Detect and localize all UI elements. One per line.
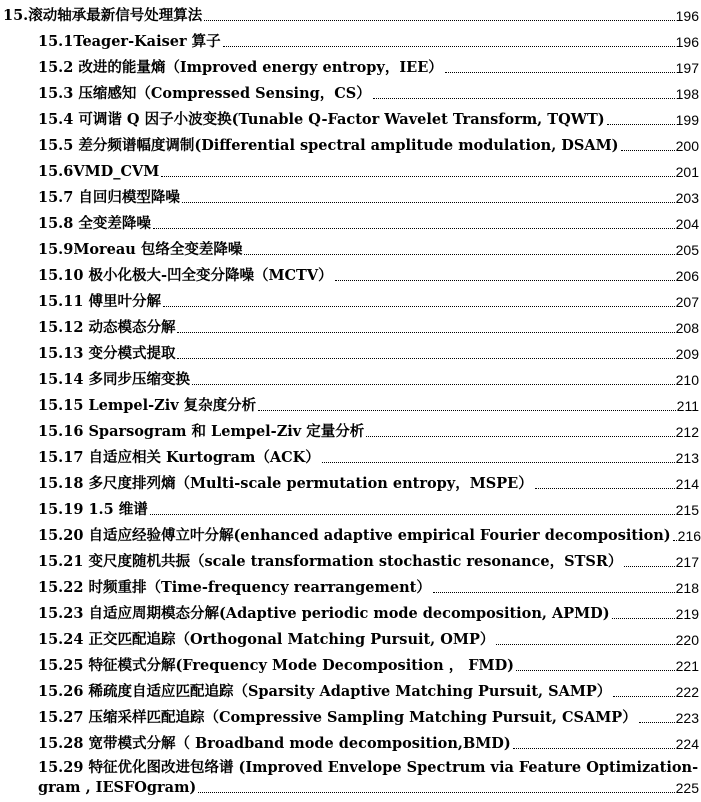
dot-leader	[322, 462, 675, 463]
toc-entry-page-number: 196	[675, 8, 699, 24]
toc-section-entry[interactable]	[0, 702, 699, 728]
toc-entry-title: 15.滚动轴承最新信号处理算法	[3, 7, 203, 24]
toc-entry-page-number: 208	[675, 320, 699, 336]
toc-entry-page-number: 200	[675, 138, 699, 154]
toc-section-entry[interactable]	[0, 156, 699, 182]
toc-section-entry[interactable]	[0, 546, 699, 572]
toc-entry-title: 15.17 自适应相关 Kurtogram（ACK）	[38, 449, 320, 466]
toc-entry-page-number: 215	[675, 502, 699, 518]
toc-entry-title: 15.28 宽带模式分解（ Broadband mode decomposition,BMD)	[38, 735, 511, 752]
toc-section-entry[interactable]	[0, 260, 699, 286]
toc-entry-title: 15.7 自回归模型降噪	[38, 189, 180, 206]
toc-entry-title: 15.2 改进的能量熵（Improved energy entropy，IEE）	[38, 59, 443, 76]
toc-entry-title: 15.10 极小化极大-凹全变分降噪（MCTV）	[38, 267, 333, 284]
toc-entry-page-number: 225	[675, 780, 699, 796]
toc-entry-page-number: 224	[675, 736, 699, 752]
toc-section-entry[interactable]	[0, 494, 699, 520]
toc-entry-title: 15.15 Lempel-Ziv 复杂度分析	[38, 397, 257, 414]
toc-section-entry[interactable]	[0, 364, 699, 390]
toc-entry-page-number: 211	[676, 398, 699, 414]
toc-entry-page-number: 214	[675, 476, 699, 492]
toc-section-entry[interactable]	[0, 52, 699, 78]
dot-leader	[204, 20, 674, 21]
toc-section-entry[interactable]	[0, 728, 699, 754]
toc-entry-title-continued: gram , IESFOgram)	[38, 779, 197, 796]
toc-entry-page-number: 198	[675, 86, 699, 102]
toc-entry-page-number: 223	[675, 710, 699, 726]
toc-entry-title: 15.3 压缩感知（Compressed Sensing，CS）	[38, 85, 371, 102]
toc-entry-title: 15.12 动态模态分解	[38, 319, 176, 336]
toc-entry-page-number: 209	[675, 346, 699, 362]
dot-leader	[244, 254, 674, 255]
toc-chapter-entry[interactable]	[0, 0, 699, 26]
toc-entry-page-number: 207	[675, 294, 699, 310]
toc-entry-page-number: 205	[675, 242, 699, 258]
toc-section-entry[interactable]	[0, 26, 699, 52]
toc-entry-title: 15.29 特征优化图改进包络谱 (Improved Envelope Spectrum via Feature Optimization-	[38, 759, 699, 776]
dot-leader	[153, 228, 675, 229]
toc-entry-title: 15.25 特征模式分解(Frequency Mode Decomposition ， FMD)	[38, 657, 515, 674]
dot-leader	[639, 722, 675, 723]
toc-section-entry[interactable]	[0, 390, 699, 416]
toc-entry-page-number: 217	[675, 554, 699, 570]
dot-leader	[613, 696, 674, 697]
toc-section-entry[interactable]	[0, 286, 699, 312]
toc-entry-title: 15.16 Sparsogram 和 Lempel-Ziv 定量分析	[38, 423, 365, 440]
toc-entry-page-number: 218	[675, 580, 699, 596]
toc-entry-title: 15.9Moreau 包络全变差降噪	[38, 241, 243, 258]
toc-entry-title: 15.22 时频重排（Time-frequency rearrangement）	[38, 579, 431, 596]
toc-section-entry[interactable]	[0, 312, 699, 338]
toc-entry-page-number: 196	[675, 34, 699, 50]
toc-entry-page-number: 213	[675, 450, 699, 466]
dot-leader	[607, 124, 675, 125]
dot-leader	[516, 670, 675, 671]
toc-section-entry[interactable]	[0, 758, 699, 802]
toc-section-entry[interactable]	[0, 104, 699, 130]
toc-section-entry[interactable]	[0, 572, 699, 598]
toc-section-entry[interactable]	[0, 442, 699, 468]
toc-entry-page-number: 201	[675, 164, 699, 180]
toc-entry-page-number: 221	[675, 658, 699, 674]
toc-entry-title: 15.11 傅里叶分解	[38, 293, 161, 310]
toc-entry-title: 15.1Teager-Kaiser 算子	[38, 33, 221, 50]
dot-leader	[182, 202, 675, 203]
dot-leader	[177, 358, 674, 359]
toc-section-entry[interactable]	[0, 78, 699, 104]
toc-entry-page-number: 206	[675, 268, 699, 284]
dot-leader	[150, 514, 675, 515]
dot-leader	[335, 280, 675, 281]
dot-leader	[612, 618, 675, 619]
toc-section-entry[interactable]	[0, 234, 699, 260]
toc-entry-title: 15.6VMD_CVM	[38, 163, 160, 180]
toc-entry-title: 15.8 全变差降噪	[38, 215, 151, 232]
toc-section-entry[interactable]	[0, 676, 699, 702]
dot-leader	[192, 384, 675, 385]
dot-leader	[198, 792, 674, 793]
dot-leader	[624, 566, 674, 567]
toc-entry-page-number: 219	[675, 606, 699, 622]
toc-section-entry[interactable]	[0, 520, 701, 546]
dot-leader	[535, 488, 675, 489]
toc-section-entry[interactable]	[0, 182, 699, 208]
toc-entry-title: 15.21 变尺度随机共振（scale transformation stochastic resonance，STSR）	[38, 553, 623, 570]
toc-entry-page-number: 222	[675, 684, 699, 700]
toc-section-entry[interactable]	[0, 650, 699, 676]
toc-section-entry[interactable]	[0, 208, 699, 234]
dot-leader	[433, 592, 675, 593]
dot-leader	[163, 306, 675, 307]
toc-section-entry[interactable]	[0, 130, 699, 156]
dot-leader	[621, 150, 675, 151]
toc-entry-page-number: 216	[677, 528, 701, 544]
toc-entry-title: 15.18 多尺度排列熵（Multi-scale permutation entropy，MSPE）	[38, 475, 533, 492]
toc-section-entry[interactable]	[0, 598, 699, 624]
toc-entry-page-number: 220	[675, 632, 699, 648]
toc-entry-page-number: 199	[675, 112, 699, 128]
toc-entry-title: 15.26 稀疏度自适应匹配追踪（Sparsity Adaptive Matching Pursuit, SAMP）	[38, 683, 612, 700]
toc-entry-title: 15.24 正交匹配追踪（Orthogonal Matching Pursuit, OMP）	[38, 631, 495, 648]
toc-entry-page-number: 197	[675, 60, 699, 76]
toc-entry-title: 15.20 自适应经验傅立叶分解(enhanced adaptive empirical Fourier decomposition)	[38, 527, 671, 544]
toc-entry-page-number: 212	[675, 424, 699, 440]
toc-entry-title: 15.19 1.5 维谱	[38, 501, 148, 518]
toc-entry-page-number: 203	[675, 190, 699, 206]
toc-entry-page-number: 204	[675, 216, 699, 232]
dot-leader	[373, 98, 675, 99]
dot-leader	[496, 644, 674, 645]
dot-leader	[223, 46, 675, 47]
toc-section-entry[interactable]	[0, 338, 699, 364]
toc-entry-title: 15.23 自适应周期模态分解(Adaptive periodic mode decomposition, APMD)	[38, 605, 610, 622]
dot-leader	[258, 410, 675, 411]
toc-entry-title: 15.27 压缩采样匹配追踪（Compressive Sampling Matching Pursuit, CSAMP）	[38, 709, 637, 726]
dot-leader	[177, 332, 674, 333]
toc-section-entry[interactable]	[0, 416, 699, 442]
toc-section-entry[interactable]	[0, 468, 699, 494]
toc-entry-title: 15.14 多同步压缩变换	[38, 371, 190, 388]
dot-leader	[161, 176, 674, 177]
dot-leader	[445, 72, 675, 73]
toc-entry-page-number: 210	[675, 372, 699, 388]
toc-entry-title: 15.5 差分频谱幅度调制(Differential spectral amplitude modulation, DSAM)	[38, 137, 619, 154]
toc-section-entry[interactable]	[0, 624, 699, 650]
toc-entry-title: 15.4 可调谐 Q 因子小波变换(Tunable Q-Factor Wavelet Transform, TQWT)	[38, 111, 605, 128]
dot-leader	[366, 436, 674, 437]
toc-entry-title: 15.13 变分模式提取	[38, 345, 176, 362]
dot-leader	[513, 748, 675, 749]
